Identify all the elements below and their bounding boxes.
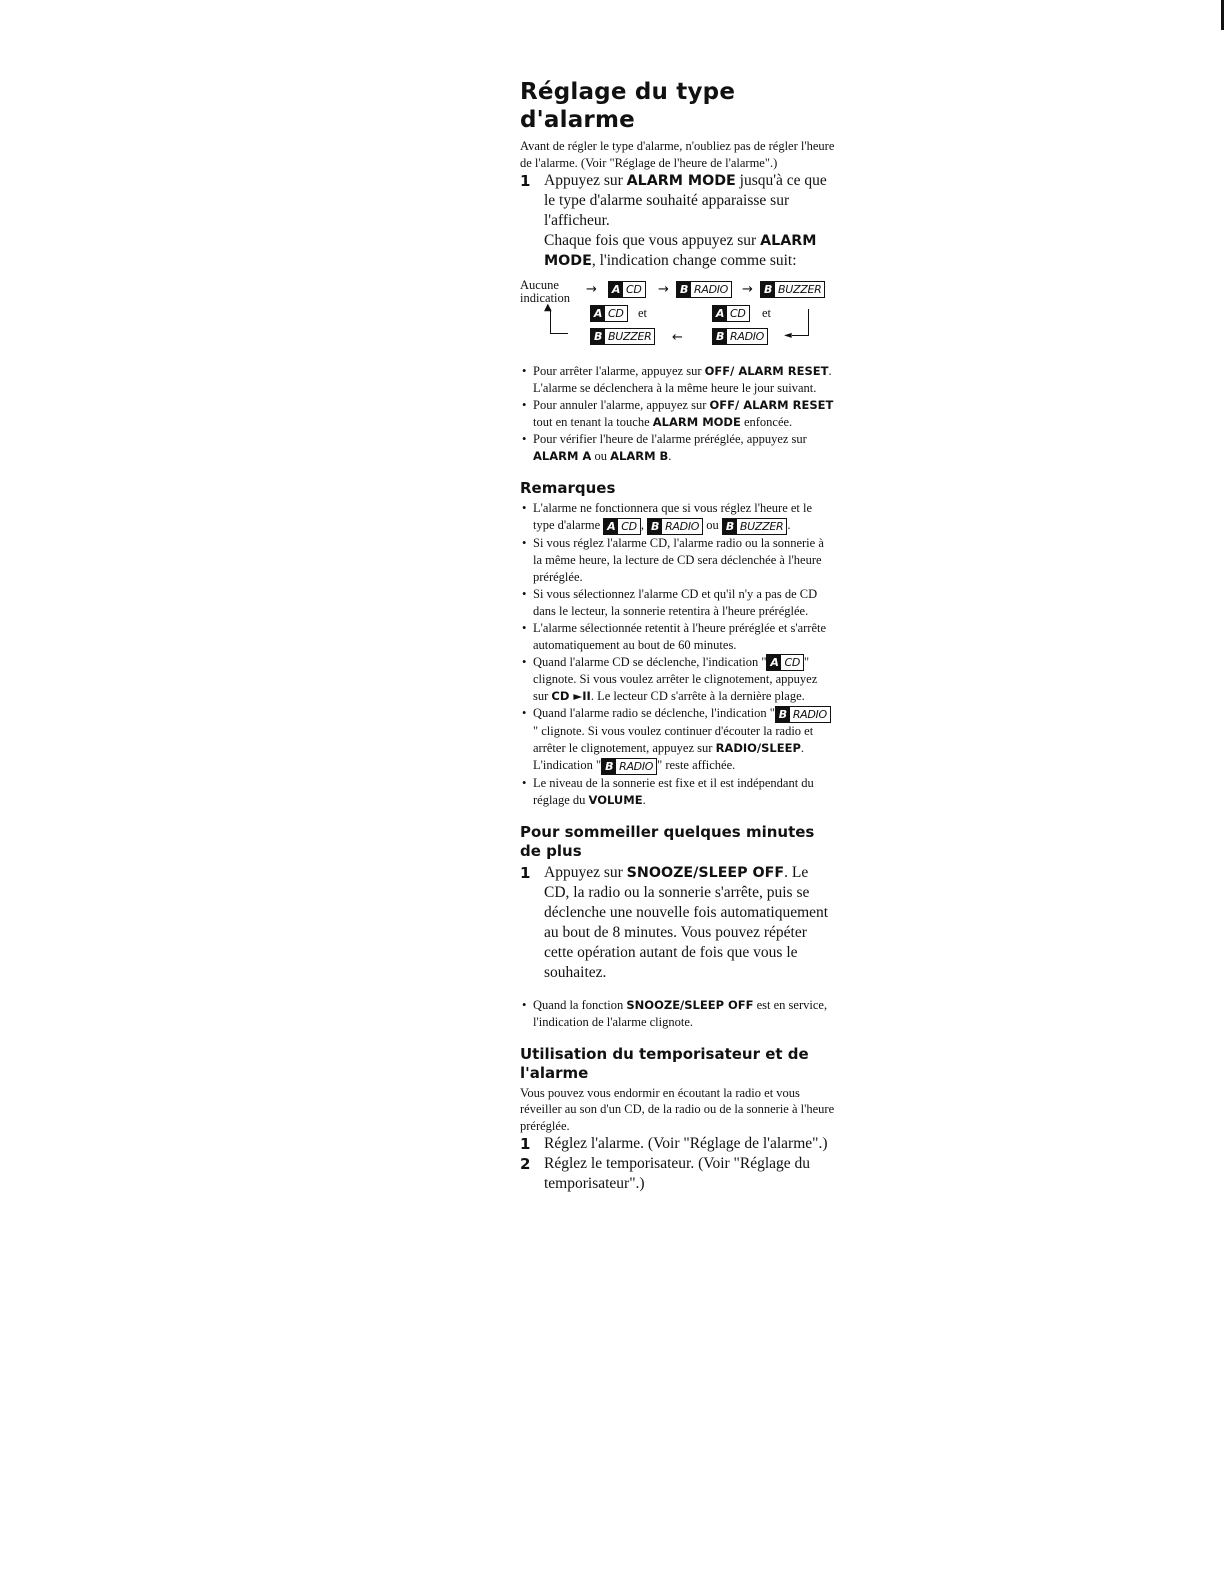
intro-text: Avant de régler le type d'alarme, n'oubliez pas de régler l'heure de l'alarme. (Voir "Réglage de l'heure de l'alarme".) (520, 139, 835, 170)
timer-step-2 (520, 1154, 835, 1194)
remark-text: . (787, 518, 791, 532)
indicator-text: RADIO (792, 707, 827, 721)
timer-intro: Vous pouvez vous endormir en écoutant la radio et vous réveiller au son d'un CD, de la radio ou de la sonnerie à l'heure préréglée. (520, 1085, 835, 1133)
indicator-a-cd (712, 305, 750, 322)
note-text: ou (591, 449, 611, 463)
indicator-text: RADIO (694, 283, 729, 296)
note-text: enfoncée. (740, 415, 793, 429)
indicator-text: RADIO (619, 759, 654, 773)
indicator-b-radio (647, 518, 703, 535)
remarks-list (520, 500, 835, 809)
indicator-text: BUZZER (739, 519, 784, 533)
key-off-alarm-reset: OFF/ ALARM RESET (709, 398, 834, 412)
step-number: 1 (520, 863, 531, 882)
indicator-text: CD (621, 519, 637, 533)
page-column (520, 78, 835, 1194)
list-item (520, 397, 835, 431)
indicator-a-cd (590, 305, 628, 322)
arrow-right-icon: → (742, 282, 753, 297)
arrow-right-icon: → (586, 282, 597, 297)
indicator-text: BUZZER (778, 283, 822, 296)
loop-line-bottom-left (550, 333, 568, 334)
indicator-letter: A (591, 306, 605, 321)
list-item: • Si vous réglez l'alarme CD, l'alarme radio ou la sonnerie à la même heure, la lecture de CD sera déclenchée à l'heure préréglée. (520, 535, 835, 586)
indicator-b-buzzer (590, 328, 655, 345)
indicator-letter: B (761, 282, 775, 297)
note-text: est en service, l'indication de l'alarme clignote. (533, 997, 828, 1029)
indicator-letter: A (609, 282, 623, 297)
note-text: Pour arrêter l'alarme, appuyez sur (533, 364, 705, 378)
snooze-note-list (520, 997, 835, 1031)
list-item: • Si vous sélectionnez l'alarme CD et qu'il n'y a pas de CD dans le lecteur, la sonnerie retentira à l'heure préréglée. (520, 586, 835, 620)
step-text: . Le CD, la radio ou la sonnerie s'arrête, puis se déclenche une nouvelle fois automatiquement au bout de 8 minutes. Vous pouvez répéter cette opération autant de fois que vous le souhaitez. (544, 863, 829, 981)
snooze-step-1 (520, 863, 835, 983)
et-label: et (638, 306, 648, 320)
key-alarm-mode: ALARM MODE (626, 173, 736, 189)
indicator-text: CD (608, 307, 624, 320)
indicator-text: CD (626, 283, 642, 296)
arrow-left-icon: ← (672, 330, 683, 345)
key-alarm-mode: ALARM MODE (652, 415, 741, 429)
indicator-letter: B (713, 329, 727, 344)
remark-text: . (642, 792, 646, 807)
remark-text: " clignote. Si vous voulez arrêter le clignotement, appuyez sur (533, 654, 818, 704)
label-line: indication (520, 291, 570, 305)
step-body (544, 863, 835, 983)
key-alarm-a: ALARM A (533, 449, 592, 463)
indicator-letter: B (776, 707, 790, 722)
key-alarm-b: ALARM B (610, 449, 669, 463)
section-title: Réglage du type d'alarme (520, 79, 736, 133)
step-body (544, 171, 835, 271)
indicator-b-radio (601, 758, 657, 775)
step-text: , l'indication change comme suit: (591, 252, 797, 269)
remark-text: L'alarme ne fonctionnera que si vous réglez l'heure et le type d'alarme (533, 501, 813, 532)
remark-text: . Le lecteur CD s'arrête à la dernière plage. (590, 689, 805, 704)
note-text: . (668, 449, 672, 463)
remark-text: Le niveau de la sonnerie est fixe et il est indépendant du réglage du (533, 775, 814, 807)
remark-text: ou (706, 518, 719, 532)
key-off-alarm-reset: OFF/ ALARM RESET (704, 364, 829, 378)
step-1 (520, 171, 835, 271)
key-cd-play-pause: CD ►II (551, 689, 591, 704)
step-number: 1 (520, 1135, 531, 1153)
indication-cycle-diagram (520, 279, 835, 353)
indicator-letter: B (591, 329, 605, 344)
indicator-letter: A (713, 306, 727, 321)
indicator-text: CD (730, 307, 746, 320)
remark-text: Quand l'alarme radio se déclenche, l'indication " (533, 706, 775, 721)
step-text: Appuyez sur (544, 172, 627, 189)
indicator-letter: B (602, 759, 616, 774)
indicator-text: RADIO (730, 330, 765, 343)
indicator-letter: B (648, 519, 662, 534)
key-snooze-sleep-off: SNOOZE/SLEEP OFF (626, 864, 785, 881)
et-label: et (762, 306, 772, 320)
indicator-b-radio (775, 706, 831, 723)
indicator-a-cd (766, 654, 804, 671)
indicator-text: CD (784, 656, 801, 670)
list-item (520, 363, 835, 397)
timer-step-1 (520, 1134, 835, 1154)
indicator-letter: B (723, 519, 737, 534)
indicator-letter: B (677, 282, 691, 297)
loop-line-bottom-right (792, 335, 809, 336)
step-body: Réglez le temporisateur. (Voir "Réglage du temporisateur".) (544, 1155, 811, 1192)
arrow-right-icon: → (658, 282, 669, 297)
list-item (520, 775, 835, 809)
snooze-heading: Pour sommeiller quelques minutes de plus (520, 822, 815, 860)
indicator-b-radio (712, 328, 768, 345)
note-text: . L'alarme se déclenchera à la même heure le jour suivant. (533, 364, 832, 395)
note-text: Pour annuler l'alarme, appuyez sur (533, 398, 710, 412)
list-item (520, 500, 835, 535)
remarks-heading: Remarques (520, 479, 616, 497)
remark-text: , (640, 518, 644, 532)
key-radio-sleep: RADIO/SLEEP (715, 740, 801, 755)
note-text: tout en tenant la touche (533, 415, 653, 429)
step-body: Réglez l'alarme. (Voir "Réglage de l'alarme".) (544, 1135, 828, 1152)
indicator-letter: A (767, 655, 781, 670)
key-volume: VOLUME (588, 792, 643, 807)
label-line: Aucune (520, 278, 559, 292)
indicator-a-cd (608, 281, 646, 298)
remark-text: Quand l'alarme CD se déclenche, l'indication " (533, 654, 767, 669)
list-item (520, 431, 835, 465)
step-number: 2 (520, 1155, 531, 1173)
loop-line-right (808, 309, 809, 335)
indicator-a-cd (603, 518, 641, 535)
list-item (520, 654, 835, 706)
note-text: Pour vérifier l'heure de l'alarme préréglée, appuyez sur (533, 432, 807, 446)
timer-heading: Utilisation du temporisateur et de l'alarme (520, 1044, 809, 1082)
indicator-b-radio (676, 281, 732, 298)
list-item (520, 997, 835, 1031)
alarm-notes-list (520, 363, 835, 465)
key-alarm-mode: ALARM MODE (544, 233, 817, 269)
note-text: Quand la fonction (533, 997, 627, 1012)
list-item: • L'alarme sélectionnée retentit à l'heure préréglée et s'arrête automatiquement au bout de 60 minutes. (520, 620, 835, 654)
step-text: Chaque fois que vous appuyez sur (544, 232, 761, 249)
step-text: Appuyez sur (544, 863, 627, 881)
indicator-letter: A (604, 519, 618, 534)
step-text: jusqu'à ce que le type d'alarme souhaité apparaisse sur l'afficheur. (544, 172, 827, 229)
remark-text: " clignote. Si vous voulez continuer d'écouter la radio et arrêter le clignotement, appuyez sur (533, 723, 814, 755)
arrow-up-icon: ▲ (544, 302, 552, 313)
list-item (520, 705, 835, 774)
indicator-text: RADIO (665, 519, 700, 533)
indicator-text: BUZZER (608, 330, 652, 343)
key-snooze-sleep-off: SNOOZE/SLEEP OFF (626, 997, 754, 1012)
step-number: 1 (520, 172, 531, 190)
arrow-left-small-icon: ◄ (784, 330, 792, 341)
indicator-b-buzzer (760, 281, 825, 298)
remark-text: . L'indication " (533, 740, 804, 772)
remark-text: " reste affichée. (657, 757, 736, 772)
indicator-b-buzzer (722, 518, 787, 535)
